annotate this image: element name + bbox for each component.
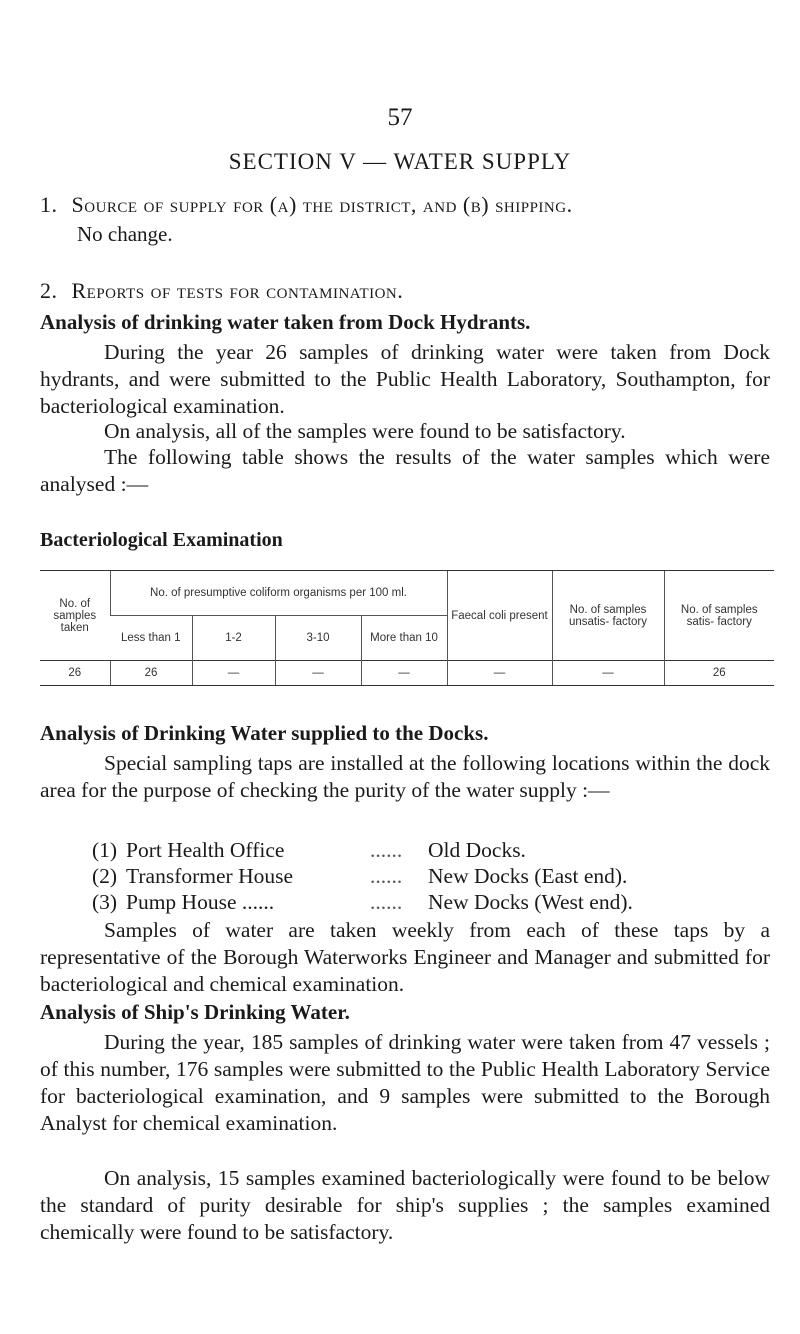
header-presumptive-coliform: No. of presumptive coliform organisms per 100 ml. xyxy=(110,571,447,616)
table-cell: — xyxy=(361,661,447,686)
docks-title: Analysis of Drinking Water supplied to the Docks. xyxy=(40,721,489,745)
table-row xyxy=(40,661,774,686)
table-cell: — xyxy=(552,661,664,686)
heading-text: Source of supply for (a) the district, and (b) shipping. xyxy=(71,192,573,217)
table-cell: — xyxy=(447,661,552,686)
table-cell: — xyxy=(275,661,361,686)
dock-hydrants-title: Analysis of drinking water taken from Dock Hydrants. xyxy=(40,310,531,334)
table-cell: 26 xyxy=(40,661,110,686)
header-unsatisfactory: No. of samples unsatis- factory xyxy=(552,571,664,661)
list-item: (3) Pump House ...... ...... New Docks (West end). xyxy=(92,890,633,914)
header-less-than-1: Less than 1 xyxy=(110,616,192,661)
ships-paragraph-2: On analysis, 15 samples examined bacteriologically were found to be below the standard of purity desirable for ship's supplies ; the samples examined chemically were found to be satisfactory. xyxy=(40,1166,770,1244)
docks-paragraph: Special sampling taps are installed at the following locations within the dock area for the purpose of checking the purity of the water supply :— xyxy=(40,751,770,802)
heading-number: 2. xyxy=(40,278,58,303)
heading-text: Reports of tests for contamination. xyxy=(71,278,404,303)
heading-number: 1. xyxy=(40,192,58,217)
heading-source-of-supply xyxy=(40,192,573,218)
table-cell: 26 xyxy=(664,661,774,686)
dock-hydrants-paragraph-2: On analysis, all of the samples were found to be satisfactory. xyxy=(104,419,626,443)
header-1-2: 1-2 xyxy=(192,616,275,661)
header-3-10: 3-10 xyxy=(275,616,361,661)
header-more-than-10: More than 10 xyxy=(361,616,447,661)
no-change-text: No change. xyxy=(77,222,173,246)
dock-hydrants-paragraph-3: The following table shows the results of the water samples which were analysed :— xyxy=(40,445,770,496)
table-cell: 26 xyxy=(110,661,192,686)
header-faecal-coli: Faecal coli present xyxy=(447,571,552,661)
table-cell: — xyxy=(192,661,275,686)
page-number: 57 xyxy=(387,104,413,131)
dock-hydrants-paragraph-1: During the year 26 samples of drinking water were taken from Dock hydrants, and were submitted to the Public Health Laboratory, Southampton, for bacteriological examination. xyxy=(40,340,770,418)
heading-reports-of-tests xyxy=(40,278,403,304)
list-item: (1) Port Health Office ...... Old Docks. xyxy=(92,838,526,862)
header-samples-taken: No. of samples taken xyxy=(40,571,110,661)
docks-paragraph-2: Samples of water are taken weekly from each of these taps by a representative of the Borough Waterworks Engineer and Manager and submitted for bacteriological and chemical examination. xyxy=(40,918,770,996)
section-title: SECTION V — WATER SUPPLY xyxy=(228,149,572,174)
ships-title: Analysis of Ship's Drinking Water. xyxy=(40,1000,350,1024)
list-item: (2) Transformer House ...... New Docks (East end). xyxy=(92,864,628,888)
bacteriological-title: Bacteriological Examination xyxy=(40,529,283,551)
bacteriological-table xyxy=(40,570,774,686)
ships-paragraph-1: During the year, 185 samples of drinking water were taken from 47 vessels ; of this number, 176 samples were submitted to the Public Health Laboratory Service for bacteriological examination, and 9 samples were submitted to the Borough Analyst for chemical examination. xyxy=(40,1030,770,1135)
header-satisfactory: No. of samples satis- factory xyxy=(664,571,774,661)
